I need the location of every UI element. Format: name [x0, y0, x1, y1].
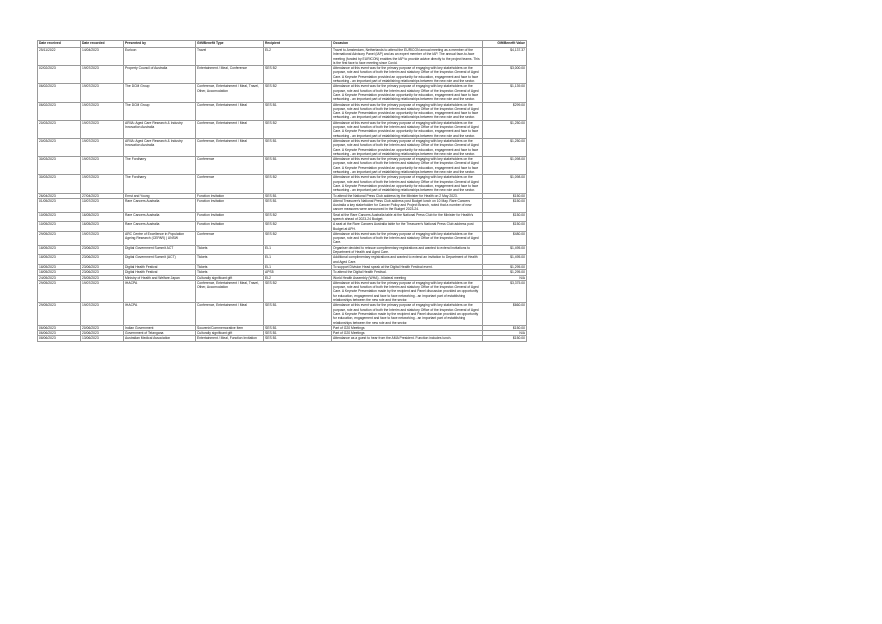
cell-recipient: SES B1 [264, 138, 332, 156]
cell-date-received: 06/02/2023 [38, 102, 81, 120]
cell-recipient: SES B1 [264, 325, 332, 330]
cell-occasion: Attendance at this event was for the primary purpose of engaging with key stakeholders on the purpose, role and function of both the Interim and statutory Office of the Inspector-General of Aged Care. A Keynote Presentation made by the recipient and Panel discussion provided an opportunity for education, engagement and face to face networking - an important part of establishing relationships between the new role and the sector. [332, 280, 483, 302]
cell-presented-by: Australian Medical Association [124, 336, 196, 341]
cell-value: N/A [483, 331, 527, 336]
cell-occasion: Attendance at this event was for the primary purpose of engaging with key stakeholders on the purpose, role and function of both the Interim and statutory Office of the Inspector-General of Aged Care. A Keynote Presentation provided an opportunity for education, engagement and face to face networking - an important part of establishing relationships between the new role and the sector. [332, 175, 483, 193]
cell-gift-type: Souvenir/Commemorative Item [196, 325, 264, 330]
cell-presented-by: ARIIA: Aged Care Research & Industry Innovation Australia [124, 120, 196, 138]
header-row [38, 41, 527, 48]
cell-date-received: 18/05/2023 [38, 245, 81, 255]
cell-date-received: 10/05/2023 [38, 212, 81, 222]
cell-occasion: Attendance at this event was for the primary purpose of engaging with key stakeholders on the purpose, role and function of both the Interim and statutory Office of the Inspector-General of Aged Care. [332, 231, 483, 245]
cell-gift-type: Function Invitation [196, 222, 264, 232]
cell-occasion: A seat at the Rare Cancers Australia table for the Treasurer's National Press Club address post Budget at APH. [332, 222, 483, 232]
cell-presented-by: ARIIA: Aged Care Research & Industry Innovation Australia [124, 138, 196, 156]
cell-date-recorded: 19/07/2023 [81, 175, 124, 193]
cell-recipient: EL1 [264, 264, 332, 269]
header-occasion: Occasion [332, 41, 483, 48]
cell-value: $1,139.00 [483, 84, 527, 102]
cell-date-received: 29/05/2023 [38, 280, 81, 302]
header-value: Gift/Benefit Value [483, 41, 527, 48]
cell-value: $299.00 [483, 102, 527, 120]
cell-date-recorded: 16/05/2023 [81, 212, 124, 222]
cell-presented-by: The Fordharry [124, 157, 196, 175]
cell-recipient: SES B1 [264, 157, 332, 175]
cell-value: $3,375.00 [483, 280, 527, 302]
cell-date-recorded: 19/07/2023 [81, 120, 124, 138]
cell-date-received: 30/03/2023 [38, 175, 81, 193]
cell-date-recorded: 23/06/2023 [81, 270, 124, 275]
cell-date-received: 18/05/2023 [38, 255, 81, 265]
gifts-register-sheet [37, 40, 526, 342]
cell-presented-by: Digital Government Summit (ACT) [124, 255, 196, 265]
cell-recipient: SES B2 [264, 84, 332, 102]
table-row [38, 198, 527, 212]
cell-recipient: SES B1 [264, 198, 332, 212]
cell-recipient: SES B1 [264, 303, 332, 325]
cell-recipient: SES B1 [264, 331, 332, 336]
cell-presented-by: Digital Health Festival [124, 264, 196, 269]
cell-date-recorded: 19/07/2023 [81, 157, 124, 175]
cell-gift-type: Function Invitation [196, 212, 264, 222]
cell-value: $1,098.00 [483, 157, 527, 175]
cell-gift-type: Tickets [196, 245, 264, 255]
cell-presented-by: IHACPA [124, 280, 196, 302]
cell-gift-type: Function Invitation [196, 198, 264, 212]
cell-presented-by: ARC Centre of Excellence in Population Ageing Research (CEPAR) | UNSW [124, 231, 196, 245]
cell-occasion: Attendance at this event was for the primary purpose of engaging with key stakeholders on the purpose, role and function of both the Interim and statutory Office of the Inspector-General of Aged Care. A Keynote Presentation provided an opportunity for education, engagement and face to face networking - an important part of establishing relationships between the new role and the sector. [332, 157, 483, 175]
cell-date-recorded: 16/05/2023 [81, 222, 124, 232]
cell-value: $660.00 [483, 303, 527, 325]
cell-occasion: Part of G20 Meetings [332, 331, 483, 336]
cell-value: $150.00 [483, 325, 527, 330]
cell-occasion: Seat at the Rare Cancers Australia table at the National Press Club for the Minister for Health's speech ahead of 2023-24 Budget. [332, 212, 483, 222]
header-gift-type: Gift/Benefit Type [196, 41, 264, 48]
cell-presented-by: The Fordharry [124, 175, 196, 193]
cell-presented-by: Digital Health Festival [124, 270, 196, 275]
cell-value: $150.00 [483, 336, 527, 341]
cell-gift-type: Travel [196, 48, 264, 66]
cell-occasion: Attendance as a guest to hear from the AMA President. Function includes lunch. [332, 336, 483, 341]
header-presented-by: Presented by [124, 41, 196, 48]
cell-recipient: SES B2 [264, 231, 332, 245]
cell-value: $1,098.00 [483, 175, 527, 193]
cell-date-received: 20/03/2023 [38, 120, 81, 138]
cell-value: $150.00 [483, 212, 527, 222]
cell-date-received: 18/05/2023 [38, 264, 81, 269]
cell-date-received: 02/02/2023 [38, 66, 81, 84]
cell-value: $1,295.00 [483, 264, 527, 269]
cell-gift-type: Conference [196, 231, 264, 245]
cell-presented-by: Rare Cancers Australia [124, 198, 196, 212]
cell-date-received: 24/05/2023 [38, 275, 81, 280]
cell-date-received: 06/06/2023 [38, 325, 81, 330]
table-row [38, 280, 527, 302]
cell-date-received: 08/06/2023 [38, 336, 81, 341]
table-row [38, 175, 527, 193]
table-row [38, 245, 527, 255]
cell-date-recorded: 19/07/2023 [81, 66, 124, 84]
cell-value: $1,250.00 [483, 138, 527, 156]
cell-presented-by: IHACPA [124, 303, 196, 325]
table-row [38, 138, 527, 156]
cell-gift-type: Conference, Entertainment / Meal [196, 303, 264, 325]
cell-presented-by: Property Council of Australia [124, 66, 196, 84]
cell-recipient: EL1 [264, 255, 332, 265]
cell-presented-by: Rare Cancers Australia [124, 222, 196, 232]
table-row [38, 222, 527, 232]
cell-occasion: To attend the National Press Club address by the Minister for Health on 2 May 2023. [332, 193, 483, 198]
cell-value: $1,495.00 [483, 245, 527, 255]
cell-recipient: SES B2 [264, 222, 332, 232]
cell-date-recorded: 23/06/2023 [81, 264, 124, 269]
cell-gift-type: Conference, Entertainment / Meal [196, 102, 264, 120]
cell-occasion: Attendance at this event was for the primary purpose of engaging with key stakeholders on the purpose, role and function of both the Interim and statutory Office of the Inspector-General of Aged Care. A Keynote Presentation provided an opportunity for education, engagement and face to face networking - an important part of establishing relationships between the new role and the sector. [332, 66, 483, 84]
cell-recipient: SES B1 [264, 102, 332, 120]
cell-gift-type: Tickets [196, 270, 264, 275]
cell-date-recorded: 19/07/2023 [81, 231, 124, 245]
cell-presented-by: The DCM Group [124, 84, 196, 102]
cell-date-received: 06/02/2023 [38, 84, 81, 102]
cell-date-received: 10/05/2023 [38, 222, 81, 232]
cell-recipient: APS5 [264, 270, 332, 275]
cell-value: $4,137.37 [483, 48, 527, 66]
cell-presented-by: Rare Cancers Australia [124, 212, 196, 222]
cell-presented-by: Indian Government [124, 325, 196, 330]
cell-date-recorded: 19/07/2023 [81, 102, 124, 120]
cell-gift-type: Conference [196, 175, 264, 193]
cell-date-recorded: 14/04/2023 [81, 48, 124, 66]
cell-gift-type: Entertainment / Meal, Conference [196, 66, 264, 84]
cell-value: $150.00 [483, 193, 527, 198]
cell-value: $3,000.00 [483, 66, 527, 84]
cell-gift-type: Culturally significant gift [196, 331, 264, 336]
cell-date-recorded: 13/06/2023 [81, 336, 124, 341]
cell-occasion: Attendance at this event was for the primary purpose of engaging with key stakeholders on the purpose, role and function of both the Interim and statutory Office of the Inspector-General of Aged Care. A Keynote Presentation provided an opportunity for education, engagement and face to face networking - an important part of establishing relationships between the new role and the sector. [332, 120, 483, 138]
cell-gift-type: Conference, Entertainment / Meal, Travel, Other, Accomodation [196, 280, 264, 302]
cell-recipient: EL1 [264, 245, 332, 255]
cell-date-recorded: 10/07/2023 [81, 198, 124, 212]
cell-gift-type: Entertainment / Meal, Function Invitation [196, 336, 264, 341]
header-recipient: Recipient [264, 41, 332, 48]
cell-date-recorded: 27/04/2023 [81, 193, 124, 198]
header-date-received: Date received [38, 41, 81, 48]
cell-gift-type: Conference, Entertainment / Meal, Travel, Other, Accomodation [196, 84, 264, 102]
cell-occasion: Attend Treasurer's National Press Club address post Budget lunch on 10 May. Rare Cancers Australia a key stakeholder for Cancer Policy and Project Branch, noted that a number of new cancer measures were announced in the Budget 2023-24. [332, 198, 483, 212]
cell-recipient: SES B2 [264, 212, 332, 222]
cell-date-recorded: 23/06/2023 [81, 245, 124, 255]
cell-date-received: 18/05/2023 [38, 270, 81, 275]
cell-occasion: Organiser decided to reissue complimentary registrations and wanted to extend invitations to Department of Health and Aged Care. [332, 245, 483, 255]
table-row [38, 212, 527, 222]
table-row [38, 231, 527, 245]
cell-recipient: SES B2 [264, 175, 332, 193]
cell-date-recorded: 19/07/2023 [81, 138, 124, 156]
cell-value: N/A [483, 275, 527, 280]
cell-date-received: 29/05/2023 [38, 303, 81, 325]
table-row [38, 48, 527, 66]
cell-value: $150.00 [483, 222, 527, 232]
table-row [38, 120, 527, 138]
cell-date-received: 29/05/2023 [38, 231, 81, 245]
cell-date-received: 26/04/2023 [38, 193, 81, 198]
cell-recipient: SES B2 [264, 120, 332, 138]
cell-gift-type: Conference, Entertainment / Meal [196, 138, 264, 156]
table-row [38, 66, 527, 84]
cell-presented-by: The DCM Group [124, 102, 196, 120]
cell-presented-by: Eurlcon [124, 48, 196, 66]
cell-value: $1,250.00 [483, 120, 527, 138]
table-row [38, 255, 527, 265]
cell-occasion: Attendance at this event was for the primary purpose of engaging with key stakeholders on the purpose, role and function of both the Interim and statutory Office of the Inspector-General of Aged Care. A Keynote Presentation made by the recipient and Panel discussion provided an opportunity for education, engagement and face to face networking - an important part of establishing relationships between the new role and the sector. [332, 303, 483, 325]
cell-recipient: SES B2 [264, 66, 332, 84]
cell-occasion: To support Division Head speak at the Digital Health Festival event. [332, 264, 483, 269]
cell-occasion: Travel to Amsterdam, Netherlands to attend the EURICON annual meeting as a member of the International Advisory Panel (IAP) and as an expert member of the IAP. The annual face-to-face meeting (funded by EURICON) enables the IAP to provide advice directly to the project teams. This is the first face to face meeting since Covid. [332, 48, 483, 66]
cell-value: $150.00 [483, 198, 527, 212]
cell-gift-type: Conference, Entertainment / Meal [196, 120, 264, 138]
cell-recipient: SES B2 [264, 280, 332, 302]
cell-date-received: 01/05/2023 [38, 198, 81, 212]
cell-occasion: Attendance at this event was for the primary purpose of engaging with key stakeholders on the purpose, role and function of both the Interim and statutory Office of the Inspector-General of Aged Care. A Keynote Presentation provided an opportunity for education, engagement and face to face networking - an important part of establishing relationships between the new role and the sector. [332, 138, 483, 156]
cell-recipient: SES B1 [264, 336, 332, 341]
cell-occasion: To attend the Digital Health Festival. [332, 270, 483, 275]
cell-recipient: SES B1 [264, 193, 332, 198]
cell-date-recorded: 19/07/2023 [81, 280, 124, 302]
cell-presented-by: Government of Telangana [124, 331, 196, 336]
cell-gift-type: Conference [196, 157, 264, 175]
cell-occasion: Attendance at this event was for the primary purpose of engaging with key stakeholders on the purpose, role and function of both the Interim and statutory Office of the Inspector-General of Aged Care. A Keynote Presentation provided an opportunity for education, engagement and face to face networking - an important part of establishing relationships between the new role and the sector. [332, 102, 483, 120]
cell-recipient: EL2 [264, 48, 332, 66]
gifts-register-table [37, 40, 527, 342]
cell-presented-by: Digital Government Summit ACT [124, 245, 196, 255]
cell-date-received: 30/03/2023 [38, 157, 81, 175]
cell-presented-by: Ernst and Young [124, 193, 196, 198]
cell-occasion: Additional complimentary registrations and wanted to extend an invitation to Department of Health and Aged Care. [332, 255, 483, 265]
cell-date-recorded: 23/06/2023 [81, 255, 124, 265]
cell-occasion: Attendance at this event was for the primary purpose of engaging with key stakeholders on the purpose, role and function of both the Interim and statutory Office of the Inspector-General of Aged Care. A Keynote Presentation provided an opportunity for education, engagement and face to face networking - an important part of establishing relationships between the new role and the sector. [332, 84, 483, 102]
cell-date-recorded: 25/05/2023 [81, 275, 124, 280]
cell-value: $1,295.00 [483, 270, 527, 275]
cell-gift-type: Tickets [196, 264, 264, 269]
cell-value: $480.00 [483, 231, 527, 245]
cell-presented-by: Ministry of Health and Welfare Japan [124, 275, 196, 280]
table-row [38, 336, 527, 341]
cell-date-recorded: 19/07/2023 [81, 84, 124, 102]
cell-date-received: 20/03/2023 [38, 138, 81, 156]
cell-date-recorded: 19/07/2023 [81, 303, 124, 325]
table-row [38, 303, 527, 325]
table-row [38, 84, 527, 102]
cell-recipient: EL2 [264, 275, 332, 280]
cell-gift-type: Tickets [196, 255, 264, 265]
header-date-recorded: Date recorded [81, 41, 124, 48]
cell-date-received: 25/11/2022 [38, 48, 81, 66]
cell-value: $1,495.00 [483, 255, 527, 265]
cell-gift-type: Culturally significant gift [196, 275, 264, 280]
cell-date-received: 06/06/2023 [38, 331, 81, 336]
cell-occasion: Part of G20 Meetings [332, 325, 483, 330]
cell-gift-type: Function Invitation [196, 193, 264, 198]
cell-occasion: World Health Assembly (WHA) - bilateral meeting [332, 275, 483, 280]
cell-date-recorded: 20/06/2023 [81, 325, 124, 330]
cell-date-recorded: 20/06/2023 [81, 331, 124, 336]
table-row [38, 157, 527, 175]
table-row [38, 102, 527, 120]
